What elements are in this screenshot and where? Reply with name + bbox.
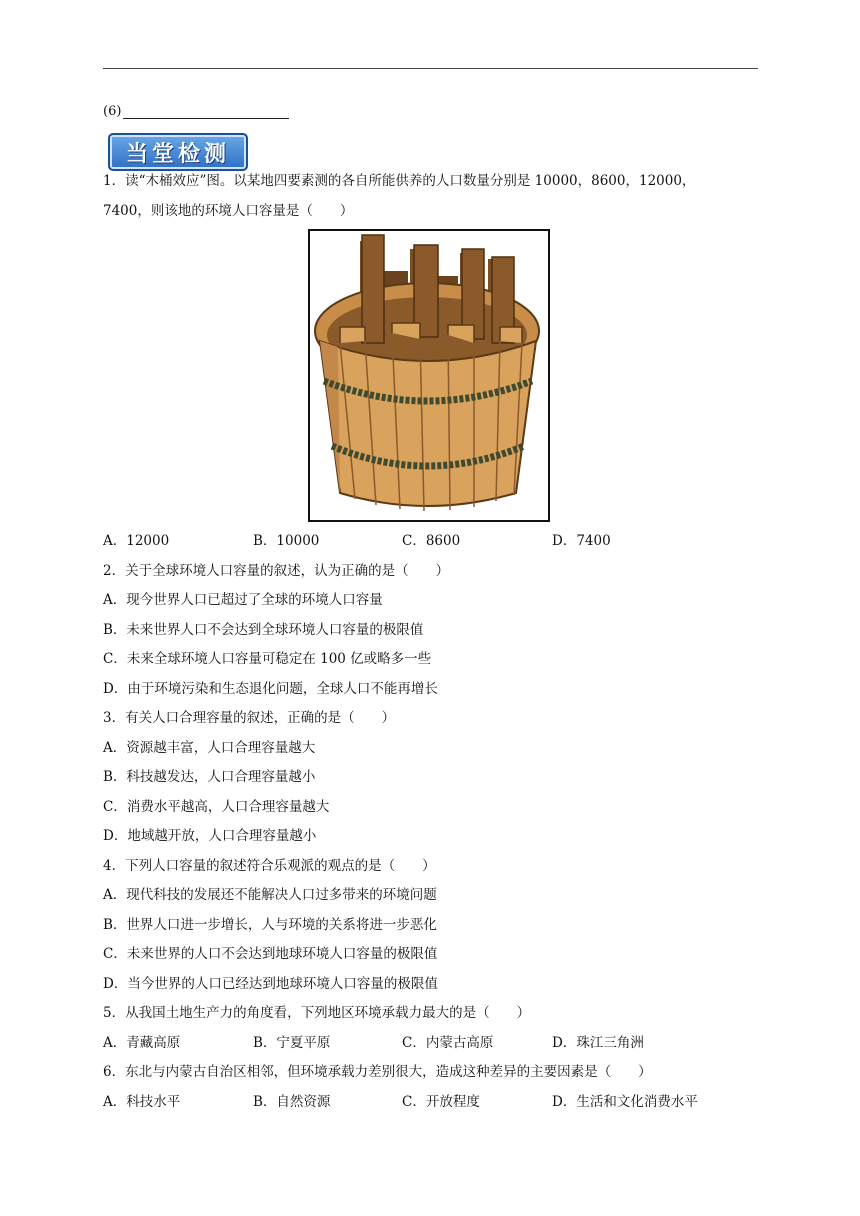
q5-option-d[interactable]: D．珠江三角洲 [552, 1035, 644, 1051]
q5-option-b[interactable]: B．宁夏平原 [253, 1035, 331, 1051]
q4-option-c[interactable]: C．未来世界的人口不会达到地球环境人口容量的极限值 [103, 946, 438, 962]
wooden-bucket-figure [308, 229, 550, 522]
q4-option-d[interactable]: D．当今世界的人口已经达到地球环境人口容量的极限值 [103, 976, 438, 992]
q3-stem: 3．有关人口合理容量的叙述，正确的是（ ） [103, 710, 396, 726]
q2-stem: 2．关于全球环境人口容量的叙述，认为正确的是（ ） [103, 563, 450, 579]
q1-option-b[interactable]: B．10000 [253, 533, 320, 549]
answer-underline[interactable] [123, 104, 289, 119]
q1-line-1: 1．读“木桶效应”图。以某地四要素测的各自所能供养的人口数量分别是 10000，8600，12000， [103, 173, 696, 189]
section-badge: 当堂检测 [108, 133, 248, 171]
q6-option-a[interactable]: A．科技水平 [103, 1094, 181, 1110]
q1-option-c[interactable]: C．8600 [402, 533, 461, 549]
q2-option-c[interactable]: C．未来全球环境人口容量可稳定在 100 亿或略多一些 [103, 651, 432, 667]
q5-option-c[interactable]: C．内蒙古高原 [402, 1035, 494, 1051]
q4-stem: 4．下列人口容量的叙述符合乐观派的观点的是（ ） [103, 858, 436, 874]
q1-option-a[interactable]: A．12000 [103, 533, 170, 549]
q2-option-a[interactable]: A．现今世界人口已超过了全球的环境人口容量 [103, 592, 383, 608]
q5-option-a[interactable]: A．青藏高原 [103, 1035, 181, 1051]
fill-blank-6 [103, 104, 289, 119]
q3-option-a[interactable]: A．资源越丰富，人口合理容量越大 [103, 740, 316, 756]
q4-option-b[interactable]: B．世界人口进一步增长，人与环境的关系将进一步恶化 [103, 917, 437, 933]
q1-option-d[interactable]: D．7400 [552, 533, 611, 549]
q3-option-d[interactable]: D．地域越开放，人口合理容量越小 [103, 828, 317, 844]
q6-option-c[interactable]: C．开放程度 [402, 1094, 480, 1110]
q6-option-b[interactable]: B．自然资源 [253, 1094, 331, 1110]
blank-number: (6) [103, 104, 122, 119]
header-rule [103, 68, 758, 69]
q5-stem: 5．从我国土地生产力的角度看，下列地区环境承载力最大的是（ ） [103, 1005, 531, 1021]
wooden-bucket-illustration [310, 231, 548, 520]
q1-line-2: 7400，则该地的环境人口容量是（ ） [103, 203, 354, 219]
q3-option-c[interactable]: C．消费水平越高，人口合理容量越大 [103, 799, 330, 815]
q4-option-a[interactable]: A．现代科技的发展还不能解决人口过多带来的环境问题 [103, 887, 437, 903]
q3-option-b[interactable]: B．科技越发达，人口合理容量越小 [103, 769, 316, 785]
q2-option-b[interactable]: B．未来世界人口不会达到全球环境人口容量的极限值 [103, 622, 424, 638]
q2-option-d[interactable]: D．由于环境污染和生态退化问题，全球人口不能再增长 [103, 681, 438, 697]
q6-stem: 6．东北与内蒙古自治区相邻，但环境承载力差别很大，造成这种差异的主要因素是（ ） [103, 1064, 652, 1080]
q6-option-d[interactable]: D．生活和文化消费水平 [552, 1094, 698, 1110]
